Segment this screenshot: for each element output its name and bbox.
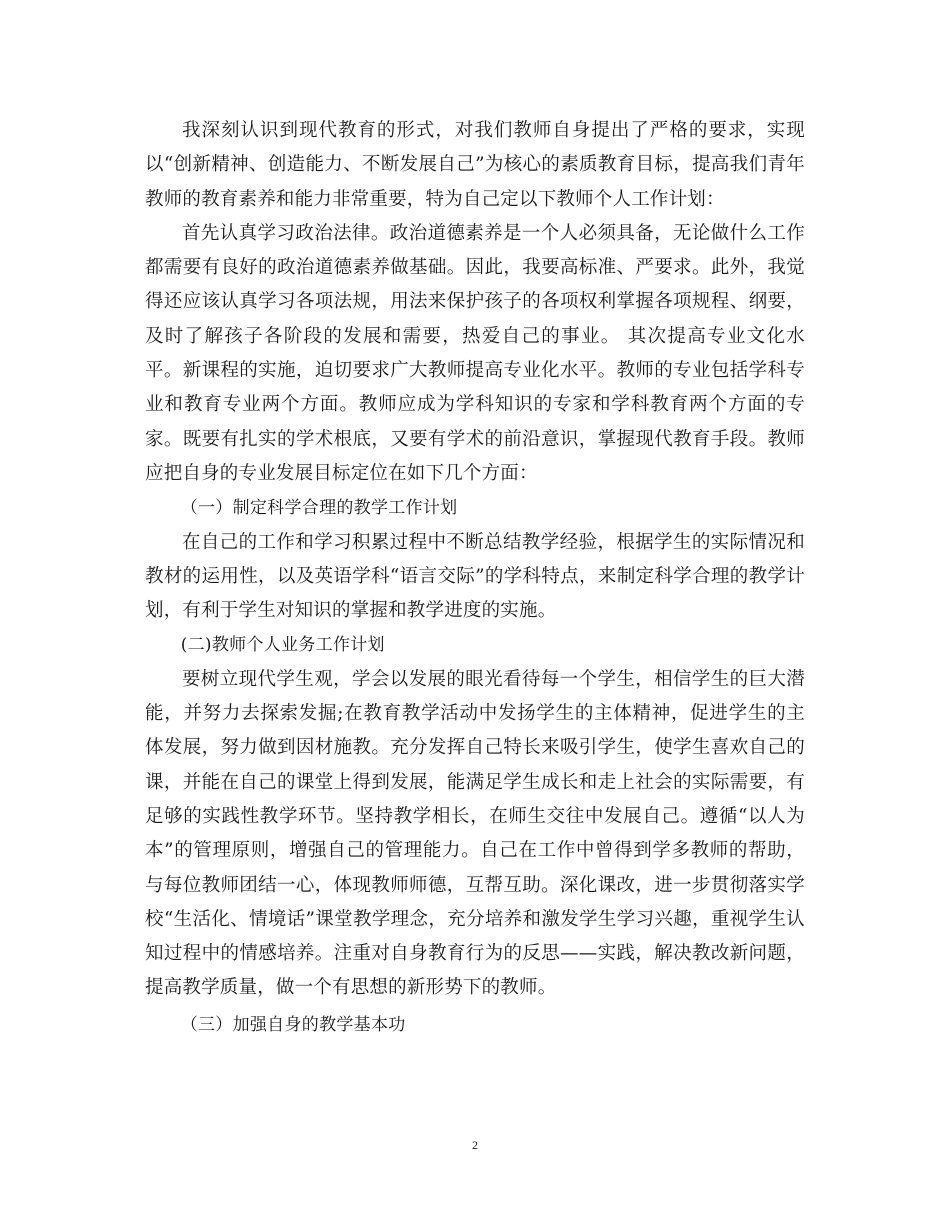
paragraph-work-plan: 要树立现代学生观，学会以发展的眼光看待每一个学生，相信学生的巨大潜能，并努力去探索发掘;在教育教学活动中发扬学生的主体精神，促进学生的主体发展，努力做到因材施教。充分发挥自己特长来吸引学生，使学生喜欢自己的课，并能在自己的课堂上得到发展，能满足学生成长和走上社会的实际需要，有足够的实践性教学环节。坚持教学相长，在师生交往中发展自己。遵循“以人为本”的管理原则，增强自己的管理能力。自己在工作中曾得到学多教师的帮助，与每位教师团结一心，体现教师师德，互帮互助。深化课改，进一步贯彻落实学校“生活化、情境话”课堂教学理念，充分培养和激发学生学习兴趣，重视学生认知过程中的情感培养。注重对自身教育行为的反思——实践，解决教改新问题，提高教学质量，做一个有思想的新形势下的教师。 xyxy=(145,668,805,999)
section-heading-2: (二)教师个人业务工作计划 xyxy=(180,635,385,656)
paragraph-intro: 我深刻认识到现代教育的形式，对我们教师自身提出了严格的要求，实现以“创新精神、创造能力、不断发展自己”为核心的素质教育目标，提高我们青年教师的教育素养和能力非常重要，特为自己定以下教师个人工作计划： xyxy=(145,120,805,210)
document-body xyxy=(145,114,805,1042)
section-heading-3: （三）加强自身的教学基本功 xyxy=(180,1014,406,1035)
paragraph-teaching-plan: 在自己的工作和学习积累过程中不断总结教学经验，根据学生的实际情况和教材的运用性，以及英语学科“语言交际”的学科特点，来制定科学合理的教学计划，有利于学生对知识的掌握和教学进度的实施。 xyxy=(145,531,805,622)
page-number: 2 xyxy=(472,1138,478,1152)
paragraph-political-study: 首先认真学习政治法律。政治道德素养是一个人必须具备，无论做什么工作都需要有良好的政治道德素养做基础。因此，我要高标准、严要求。此外，我觉得还应该认真学习各项法规，用法来保护孩子的各项权利掌握各项规程、纲要，及时了解孩子各阶段的发展和需要，热爱自己的事业。 其次提高专业文化水平。新课程的实施，迫切要求广大教师提高专业化水平。教师的专业包括学科专业和教育专业两个方面。教师应成为学科知识的专家和学科教育两个方面的专家。既要有扎实的学术根底，又要有学术的前沿意识，掌握现代教育手段。教师应把自身的专业发展目标定位在如下几个方面： xyxy=(145,222,805,484)
section-heading-1: （一）制定科学合理的教学工作计划 xyxy=(180,498,458,519)
